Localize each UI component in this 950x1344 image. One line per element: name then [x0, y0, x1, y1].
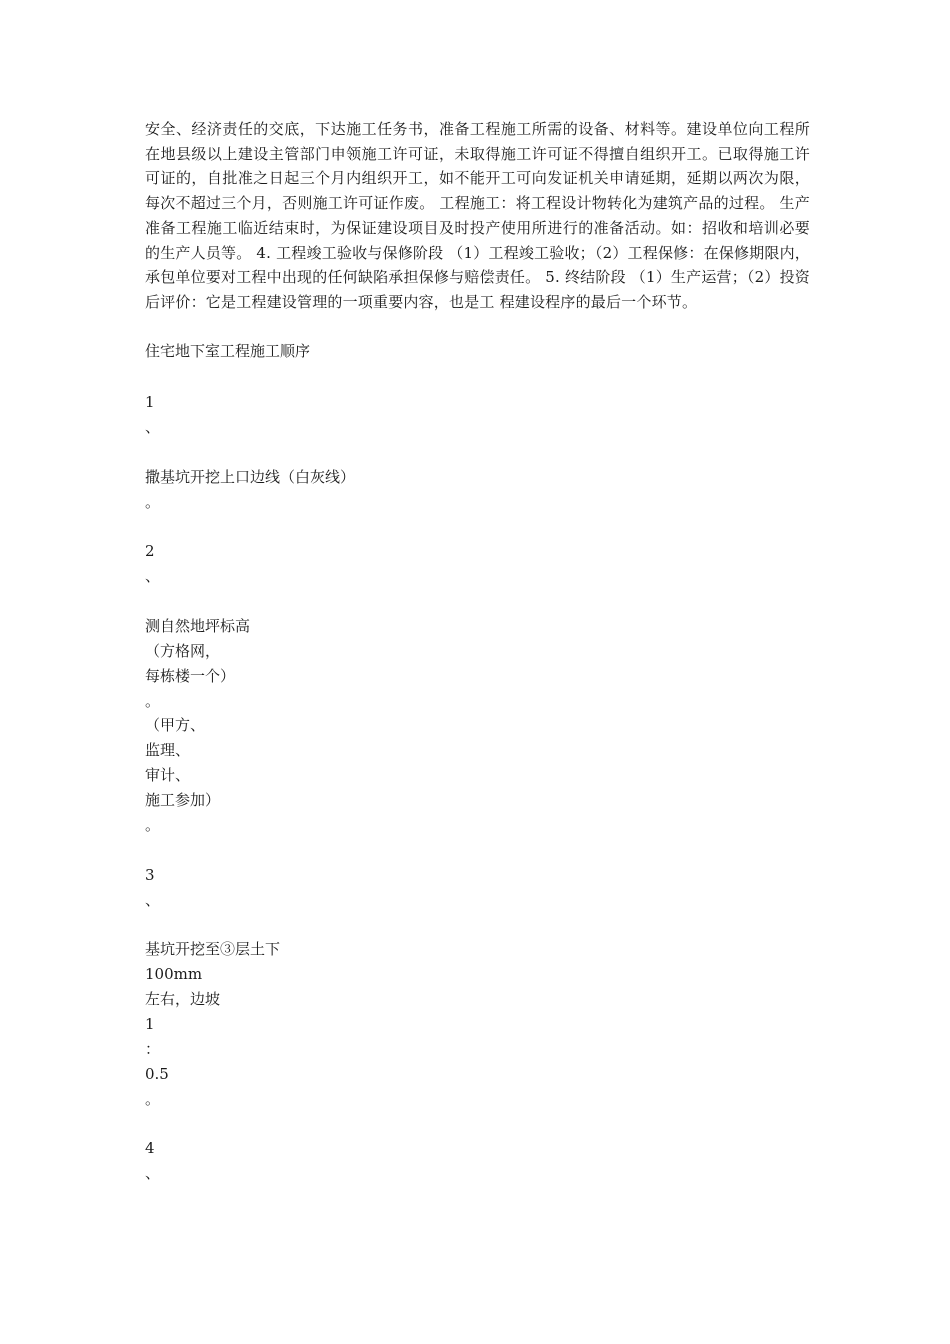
list-item-punctuation: 。	[145, 692, 161, 710]
list-item-number: 4	[145, 1139, 155, 1157]
body-paragraph: 安全、经济责任的交底，下达施工任务书，准备工程施工所需的设备、材料等。建设单位向工程所在地县级以上建设主管部门申领施工许可证，未取得施工许可证不得擅自组织开工。已取得施工许可证的，自批准之日起三个月内组织开工，如不能开工可向发证机关申请延期，延期以两次为限，每次不超过三个月，否则施工许可证作废。 工程施工：将工程设计物转化为建筑产品的过程。 生产准备工程施工临近结束时，为保证建设项目及时投产使用所进行的准备活动。如：招收和培训必要的生产人员等。 4. 工程竣工验收与保修阶段 （1）工程竣工验收；（2）工程保修：在保修期限内，承包单位要对工程中出现的任何缺陷承担保修与赔偿责任。 5. 终结阶段 （1）生产运营；（2）投资后评价：它是工程建设管理的一项重要内容，也是工 程建设程序的最后一个环节。	[145, 120, 810, 311]
list-item-punctuation: 。	[145, 493, 161, 511]
list-item-text: 0.5	[145, 1065, 169, 1083]
list-item-separator: 、	[145, 891, 161, 909]
list-item-text: 施工参加）	[145, 791, 221, 809]
list-item-text: 撒基坑开挖上口边线（白灰线）	[145, 468, 356, 486]
list-item-separator: 、	[145, 1164, 161, 1182]
list-item-punctuation: ：	[145, 1040, 161, 1058]
list-item-text: （方格网，	[145, 642, 221, 660]
list-item-text: 左右，边坡	[145, 990, 221, 1008]
list-item-text: 100mm	[145, 965, 203, 983]
list-item-text: （甲方、	[145, 716, 206, 734]
list-item-separator: 、	[145, 567, 161, 585]
list-item-text: 每栋楼一个）	[145, 667, 236, 685]
list-item-text: 审计、	[145, 766, 191, 784]
section-heading: 住宅地下室工程施工顺序	[145, 342, 311, 360]
list-item-punctuation: 。	[145, 1090, 161, 1108]
list-item-punctuation: 。	[145, 816, 161, 834]
list-item-text: 监理、	[145, 741, 191, 759]
list-item-number: 1	[145, 393, 155, 411]
list-item-text: 基坑开挖至③层土下	[145, 940, 281, 958]
list-item-number: 3	[145, 866, 155, 884]
list-item-number: 2	[145, 542, 155, 560]
list-item-separator: 、	[145, 418, 161, 436]
list-item-text: 1	[145, 1015, 155, 1033]
list-item-text: 测自然地坪标高	[145, 617, 251, 635]
